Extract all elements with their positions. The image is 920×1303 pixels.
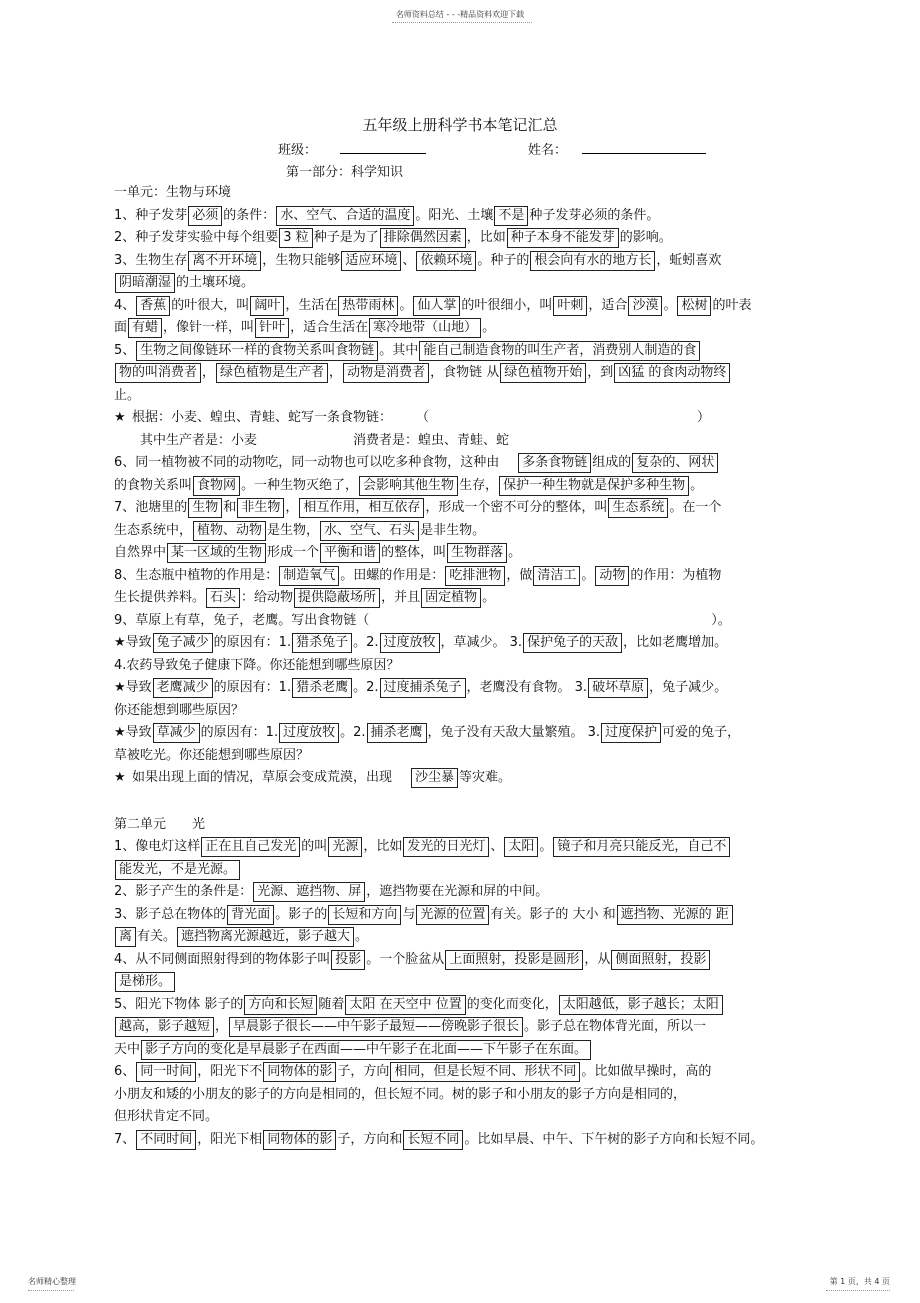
note-5: 5、 生物之间像链环一样的食物关系叫食物链 。其中 能自己制造食物的叫生产者，消费别人制造的食 [114, 340, 804, 363]
page-header: 名师资料总结 - - -精品资料欢迎下载 [395, 10, 525, 19]
unit1-heading: 一单元：生物与环境 [114, 185, 232, 200]
class-field[interactable] [340, 139, 426, 154]
note-9: 9、草原上有草，兔子，老鹰。写出食物链（ ）。 [114, 612, 731, 628]
star-icon: ★ [114, 410, 126, 425]
header-divider [392, 22, 532, 23]
doc-title: 五年级上册科学书本笔记汇总 [362, 116, 558, 134]
footer-divider-right [826, 1290, 890, 1291]
grass-question: 草被吃光。你还能想到哪些原因？ [114, 747, 310, 763]
food-chain-task: ★ 根据：小麦、蝗虫、青蛙、蛇写一条食物链： （ ） [114, 407, 804, 430]
light-4-cont: 是梯形。 [114, 971, 804, 994]
eagle-question: 你还能想到哪些原因？ [114, 702, 245, 718]
name-label: 姓名： [528, 143, 568, 158]
class-label: 班级： [278, 143, 318, 158]
light-3: 3、影子总在物体的 背光面 。影子的 长短和方向 与 光源的位置 有关。影子的 大小 和 遮挡物、光源的 距 [114, 904, 804, 927]
grass-decrease: ★导致 草减少 的原因有：1. 过度放牧 。2. 捕杀老鹰 ，兔子没有天敌大量繁殖。 3. 过度保护 可爱的兔子， [114, 722, 804, 745]
note-4: 4、 香蕉 的叶很大，叫 阔叶 ，生活在 热带雨林 。 仙人掌 的叶很细小，叫 叶刺 ，适合 沙漠 。 松树 的叶表 [114, 295, 804, 318]
rabbit-decrease: ★导致 兔子减少 的原因有：1. 猎杀兔子 。2. 过度放牧 ，草减少。 3. 保护兔子的天敌 ，比如老鹰增加。 [114, 632, 804, 655]
note-1: 1、种子发芽 必须 的条件： 水、空气、合适的温度 。阳光、土壤 不是 种子发芽必须的条件。 [114, 205, 804, 228]
light-2: 2、影子产生的条件是： 光源、遮挡物、屏 ，遮挡物要在光源和屏的中间。 [114, 881, 804, 904]
light-5-cont: 越高，影子越短 ， 早晨影子很长——中午影子最短——傍晚影子很长 。影子总在物体背光面，所以一 [114, 1016, 804, 1039]
note-8-cont: 生长提供养料。 石头 ：给动物 提供隐蔽场所 ，并且 固定植物 。 [114, 587, 804, 610]
page-number: 第 1 页，共 4 页 [829, 1277, 890, 1286]
light-1-cont: 能发光，不是光源。 [114, 859, 804, 882]
name-field[interactable] [582, 139, 706, 154]
eagle-decrease: ★导致 老鹰减少 的原因有：1. 猎杀老鹰 。2. 过度捕杀兔子 ，老鹰没有食物。 3. 破坏草原 ，兔子减少。 [114, 677, 804, 700]
light-3-cont: 离 有关。 遮挡物离光源越近，影子越大 。 [114, 926, 804, 949]
footer-divider-left [28, 1290, 74, 1291]
note-5-cont: 物的叫消费者 ， 绿色植物是生产者 ， 动物是消费者 ，食物链 从 绿色植物开始 ，到 凶猛 的食肉动物终 [114, 362, 804, 385]
note-2: 2、种子发芽实验中每个组要 3 粒 种子是为了 排除偶然因素 ，比如 种子本身不能发芽 的影响。 [114, 227, 804, 250]
note-8: 8、生态瓶中植物的作用是： 制造氧气 。田螺的作用是： 吃排泄物 ，做 清洁工 。 动物 的作用：为植物 [114, 565, 804, 588]
note-7-community: 自然界中 某一区域的生物 形成一个 平衡和谐 的整体，叫 生物群落 。 [114, 542, 804, 565]
unit2-heading: 第二单元 光 [114, 816, 206, 832]
note-3: 3、生物生存 离不开环境 ，生物只能够 适应环境 、 依赖环境 。种子的 根会向有水的地方长 ，蚯蚓喜欢 [114, 250, 804, 273]
note-7-cont: 生态系统中， 植物、动物 是生物， 水、空气、石头 是非生物。 [114, 520, 804, 543]
light-1: 1、像电灯这样 正在且自己发光 的叫 光源 ，比如 发光的日光灯 、 太阳 。 镜子和月亮只能反光，自己不 [114, 836, 804, 859]
light-7: 7、 不同时间 ，阳光下相 同物体的影 子，方向和 长短不同 。比如早晨、中午、下午树的影子方向和长短不同。 [114, 1129, 804, 1152]
note-7: 7、池塘里的 生物 和 非生物 ， 相互作用，相互依存 ，形成一个密不可分的整体，叫 生态系统 。在一个 [114, 497, 804, 520]
note-6-cont: 的食物关系叫 食物网 。一种生物灭绝了， 会影响其他生物 生存， 保护一种生物就是保护多种生物 。 [114, 475, 804, 498]
star-icon: ★ [114, 770, 126, 785]
note-4-cont: 面 有蜡 ，像针一样，叫 针叶 ，适合生活在 寒冷地带（山地） 。 [114, 317, 804, 340]
part-heading: 第一部分：科学知识 [286, 165, 404, 180]
light-4: 4、从不同侧面照射得到的物体影子叫 投影 。一个脸盆从 上面照射，投影是圆形 ，从 侧面照射，投影 [114, 949, 804, 972]
light-6-end: 但形状肯定不同。 [114, 1109, 219, 1124]
food-chain-roles: 其中生产者是：小麦 消费者是：蝗虫、青蛙、蛇 [140, 432, 510, 448]
rabbit-decrease-4: 4.农药导致兔子健康下降。你还能想到哪些原因？ [114, 657, 400, 673]
note-6: 6、同一植物被不同的动物吃，同一动物也可以吃多种食物，这种由 多条食物链 组成的 复杂的、网状 [114, 452, 804, 475]
note-3-cont: 阴暗潮湿 的土壤环境。 [114, 272, 804, 295]
desert-note: ★ 如果出现上面的情况，草原会变成荒漠，出现 沙尘暴 等灾难。 [114, 767, 804, 790]
notes-body [114, 182, 804, 1151]
footer-left: 名师精心整理 [28, 1277, 76, 1286]
light-5: 5、阳光下物体 影子的 方向和长短 随着 太阳 在天空中 位置 的变化而变化， 太阳越低，影子越长；太阳 [114, 994, 804, 1017]
light-5-end: 天中 影子方向的变化是早晨影子在西面——中午影子在北面——下午影子在东面。 [114, 1039, 804, 1062]
light-6-cont: 小朋友和矮的小朋友的影子的方向是相同的，但长短不同。树的影子和小朋友的影子方向是相同的， [114, 1086, 687, 1102]
light-6: 6、 同一时间 ，阳光下不 同物体的影 子，方向 相同，但是长短不同、形状不同 。比如做早操时，高的 [114, 1061, 804, 1084]
note-5-end: 止。 [114, 387, 141, 403]
